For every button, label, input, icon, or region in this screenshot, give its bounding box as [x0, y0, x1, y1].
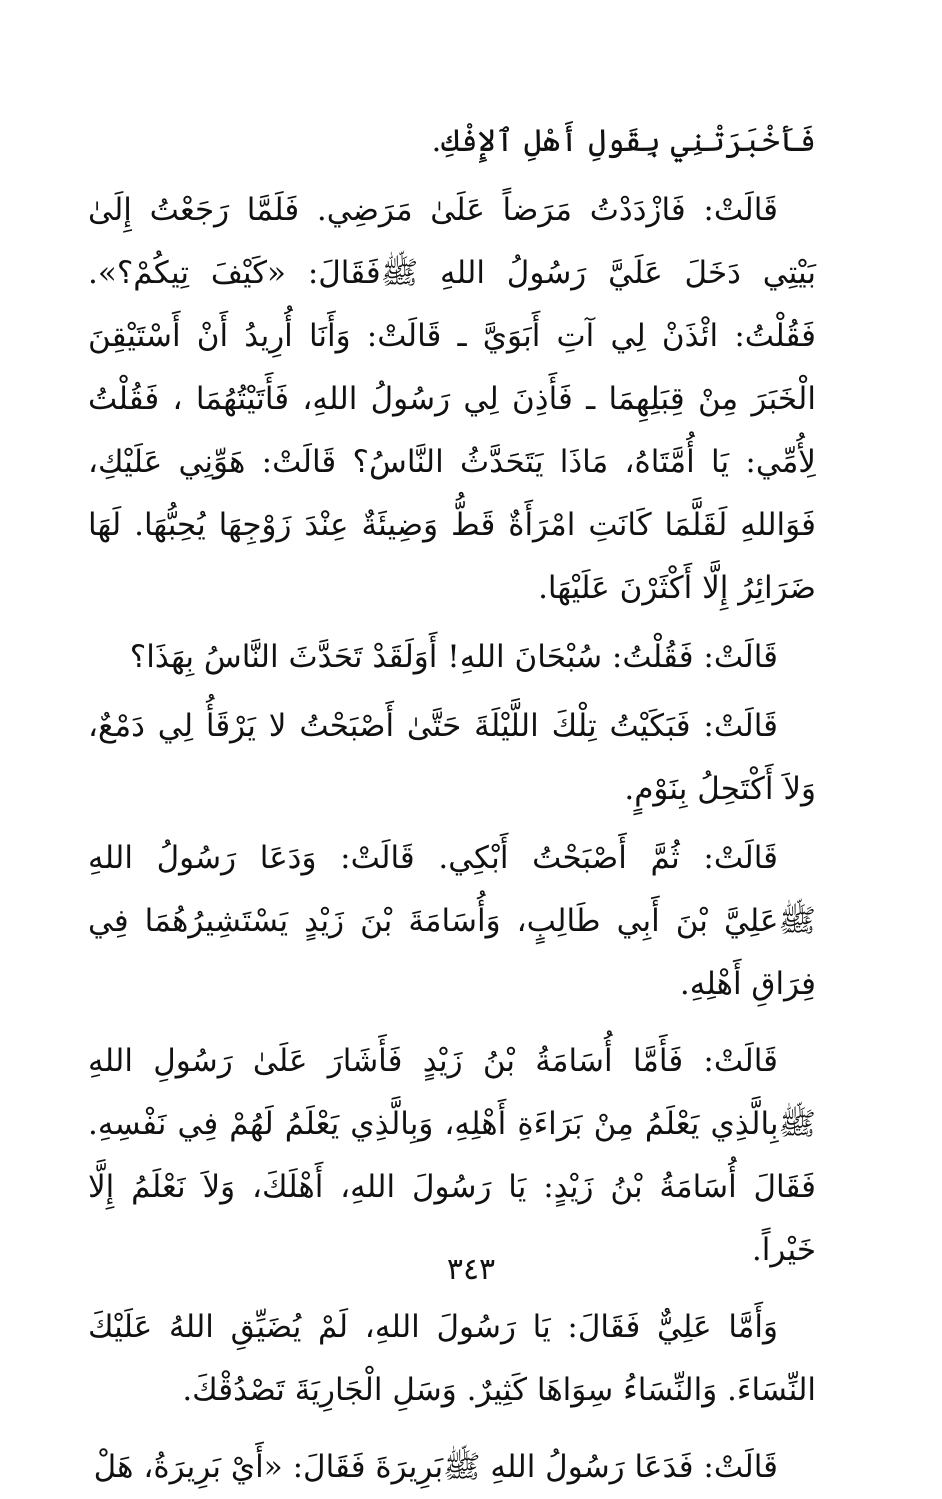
paragraph-6: قَالَتْ: فَأَمَّا أُسَامَةُ بْنُ زَيْدٍ فَأَشَارَ عَلَىٰ رَسُولِ اللهِ ﷺبِالَّذِي يَعْلَمُ مِنْ بَرَاءَةِ أَهْلِهِ، وَبِالَّذِي يَعْلَمُ لَهُمْ فِي نَفْسِهِ. فَقَالَ أُسَامَةُ بْنُ زَيْدٍ: يَا رَسُولَ اللهِ، أَهْلَكَ، وَلاَ نَعْلَمُ إِلَّا خَيْراً.	[88, 1043, 816, 1268]
paragraph-7: وَأَمَّا عَلِيٌّ فَقَالَ: يَا رَسُولَ اللهِ، لَمْ يُضَيِّقِ اللهُ عَلَيْكَ النِّسَاءَ. وَالنِّسَاءُ سِوَاهَا كَثِيرٌ. وَسَلِ الْجَارِيَةَ تَصْدُقْكَ.	[88, 1309, 816, 1408]
paragraph-5: قَالَتْ: ثُمَّ أَصْبَحْتُ أَبْكِي. قَالَتْ: وَدَعَا رَسُولُ اللهِ ﷺعَلِيَّ بْنَ أَبِي طَالِبٍ، وَأُسَامَةَ بْنَ زَيْدٍ يَسْتَشِيرُهُمَا فِي فِرَاقِ أَهْلِهِ.	[88, 840, 816, 1002]
paragraph-2: قَالَتْ: فَازْدَدْتُ مَرَضاً عَلَىٰ مَرَضِي. فَلَمَّا رَجَعْتُ إِلَىٰ بَيْتِي دَخَلَ عَلَيَّ رَسُولُ اللهِ ﷺفَقَالَ: «كَيْفَ تِيكُمْ؟». فَقُلْتُ: ائْذَنْ لِي آتِ أَبَوَيَّ ـ قَالَتْ: وَأَنَا أُرِيدُ أَنْ أَسْتَيْقِنَ الْخَبَرَ مِنْ قِبَلِهِمَا ـ فَأَذِنَ لِي رَسُولُ اللهِ، فَأَتَيْتُهُمَا ، فَقُلْتُ لِأُمِّي: يَا أُمَّتَاهُ، مَاذَا يَتَحَدَّثُ النَّاسُ؟ قَالَتْ: هَوِّنِي عَلَيْكِ، فَوَاللهِ لَقَلَّمَا كَانَتِ امْرَأَةٌ قَطُّ وَضِيئَةٌ عِنْدَ زَوْجِهَا يُحِبُّهَا. لَهَا ضَرَائِرُ إِلَّا أَكْثَرْنَ عَلَيْهَا.	[88, 192, 816, 606]
paragraph-8: قَالَتْ: فَدَعَا رَسُولُ اللهِ ﷺبَرِيرَةَ فَقَالَ: «أَيْ بَرِيرَةُ، هَلْ	[93, 1449, 778, 1485]
page-number: ٣٤٣	[446, 1252, 496, 1287]
paragraph-4: قَالَتْ: فَبَكَيْتُ تِلْكَ اللَّيْلَةَ حَتَّىٰ أَصْبَحْتُ لا يَرْقَأُ لِي دَمْعٌ، وَلاَ أَكْتَحِلُ بِنَوْمٍ.	[88, 708, 816, 807]
paragraph-1: فَأَخْبَرَتْنِي بِقَولِ أَهْلِ ٱلإِفْكِ.	[431, 123, 816, 159]
book-page	[88, 110, 816, 1485]
paragraph-3: قَالَتْ: فَقُلْتُ: سُبْحَانَ اللهِ! أَوَلَقَدْ تَحَدَّثَ النَّاسُ بِهَذَا؟	[129, 639, 778, 675]
